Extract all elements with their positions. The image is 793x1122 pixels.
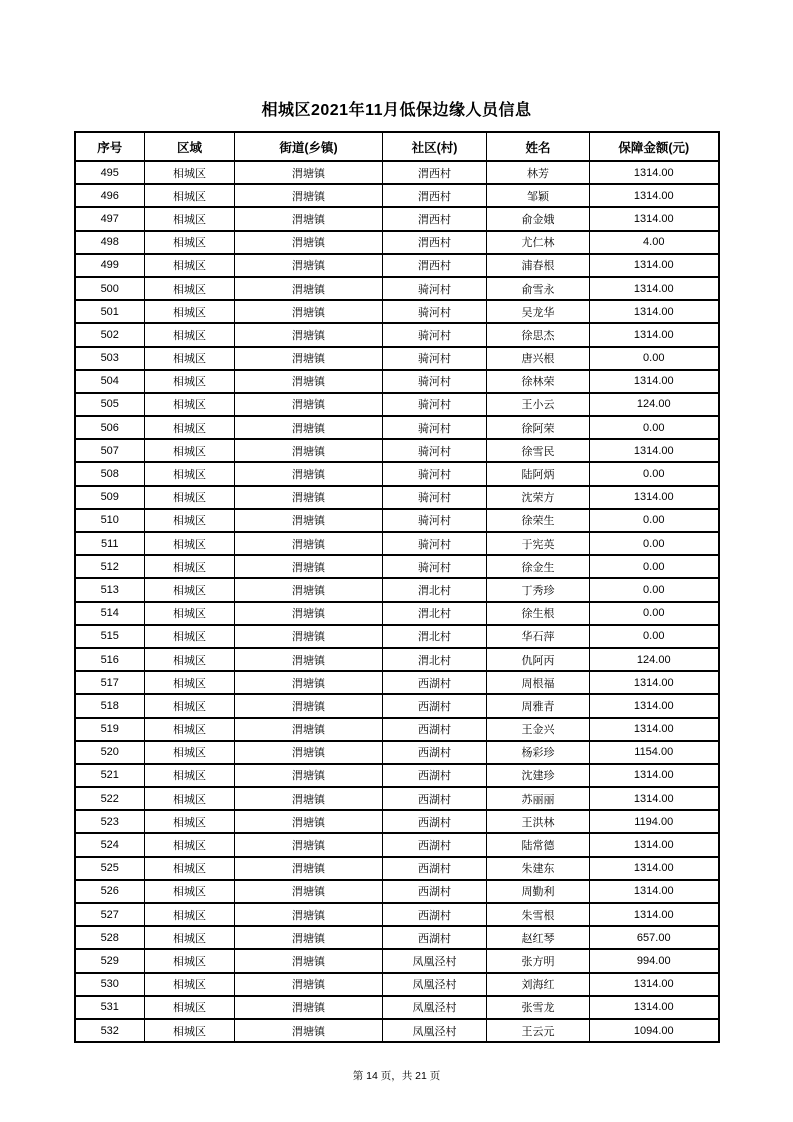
- cell-street: 渭塘镇: [235, 532, 383, 555]
- cell-street: 渭塘镇: [235, 347, 383, 370]
- cell-amount: 1314.00: [590, 694, 719, 717]
- cell-name: 尤仁林: [487, 231, 590, 254]
- cell-serial: 498: [75, 231, 145, 254]
- cell-community: 凤凰泾村: [383, 949, 487, 972]
- cell-serial: 514: [75, 602, 145, 625]
- cell-street: 渭塘镇: [235, 439, 383, 462]
- table-row: [75, 602, 719, 625]
- cell-serial: 500: [75, 277, 145, 300]
- cell-name: 刘海红: [487, 973, 590, 996]
- table-row: [75, 207, 719, 230]
- cell-amount: 1314.00: [590, 973, 719, 996]
- cell-street: 渭塘镇: [235, 462, 383, 485]
- cell-region: 相城区: [145, 671, 235, 694]
- cell-community: 西湖村: [383, 741, 487, 764]
- cell-region: 相城区: [145, 323, 235, 346]
- cell-amount: 0.00: [590, 532, 719, 555]
- cell-region: 相城区: [145, 231, 235, 254]
- cell-name: 沈荣方: [487, 486, 590, 509]
- cell-name: 朱建东: [487, 857, 590, 880]
- cell-name: 邹颖: [487, 184, 590, 207]
- cell-region: 相城区: [145, 880, 235, 903]
- cell-amount: 1314.00: [590, 903, 719, 926]
- cell-amount: 1314.00: [590, 370, 719, 393]
- table-row: [75, 509, 719, 532]
- cell-serial: 510: [75, 509, 145, 532]
- cell-amount: 0.00: [590, 602, 719, 625]
- col-header-street: 街道(乡镇): [235, 132, 383, 161]
- cell-region: 相城区: [145, 555, 235, 578]
- cell-community: 骑河村: [383, 532, 487, 555]
- cell-serial: 520: [75, 741, 145, 764]
- cell-serial: 532: [75, 1019, 145, 1042]
- cell-amount: 1314.00: [590, 996, 719, 1019]
- cell-name: 徐思杰: [487, 323, 590, 346]
- cell-name: 苏丽丽: [487, 787, 590, 810]
- col-header-serial: 序号: [75, 132, 145, 161]
- table-body: [75, 161, 719, 1042]
- col-header-region: 区域: [145, 132, 235, 161]
- cell-name: 徐生根: [487, 602, 590, 625]
- cell-street: 渭塘镇: [235, 926, 383, 949]
- cell-region: 相城区: [145, 741, 235, 764]
- cell-community: 骑河村: [383, 486, 487, 509]
- cell-street: 渭塘镇: [235, 741, 383, 764]
- table-row: [75, 555, 719, 578]
- cell-serial: 495: [75, 161, 145, 184]
- table-row: [75, 648, 719, 671]
- cell-community: 渭西村: [383, 231, 487, 254]
- cell-serial: 521: [75, 764, 145, 787]
- cell-region: 相城区: [145, 996, 235, 1019]
- table-row: [75, 300, 719, 323]
- cell-street: 渭塘镇: [235, 880, 383, 903]
- cell-community: 西湖村: [383, 764, 487, 787]
- cell-region: 相城区: [145, 764, 235, 787]
- table-row: [75, 973, 719, 996]
- cell-name: 俞金娥: [487, 207, 590, 230]
- cell-amount: 1314.00: [590, 486, 719, 509]
- cell-community: 西湖村: [383, 926, 487, 949]
- cell-name: 王小云: [487, 393, 590, 416]
- page-title: 相城区2021年11月低保边缘人员信息: [261, 102, 532, 119]
- cell-serial: 503: [75, 347, 145, 370]
- cell-region: 相城区: [145, 370, 235, 393]
- cell-region: 相城区: [145, 787, 235, 810]
- cell-serial: 497: [75, 207, 145, 230]
- beneficiary-table: [74, 131, 720, 1043]
- cell-amount: 1154.00: [590, 741, 719, 764]
- table-row: [75, 833, 719, 856]
- cell-community: 西湖村: [383, 694, 487, 717]
- cell-name: 朱雪根: [487, 903, 590, 926]
- cell-name: 张方明: [487, 949, 590, 972]
- cell-community: 骑河村: [383, 555, 487, 578]
- cell-community: 骑河村: [383, 509, 487, 532]
- cell-region: 相城区: [145, 949, 235, 972]
- cell-street: 渭塘镇: [235, 277, 383, 300]
- cell-name: 唐兴根: [487, 347, 590, 370]
- cell-street: 渭塘镇: [235, 207, 383, 230]
- cell-community: 凤凰泾村: [383, 1019, 487, 1042]
- table-row: [75, 277, 719, 300]
- cell-serial: 499: [75, 254, 145, 277]
- cell-name: 徐林荣: [487, 370, 590, 393]
- table-row: [75, 486, 719, 509]
- cell-street: 渭塘镇: [235, 648, 383, 671]
- cell-street: 渭塘镇: [235, 787, 383, 810]
- table-row: [75, 416, 719, 439]
- cell-serial: 528: [75, 926, 145, 949]
- cell-community: 骑河村: [383, 277, 487, 300]
- cell-region: 相城区: [145, 578, 235, 601]
- table-row: [75, 625, 719, 648]
- cell-amount: 124.00: [590, 393, 719, 416]
- cell-serial: 527: [75, 903, 145, 926]
- cell-amount: 1314.00: [590, 764, 719, 787]
- cell-name: 林芳: [487, 161, 590, 184]
- cell-street: 渭塘镇: [235, 903, 383, 926]
- cell-region: 相城区: [145, 207, 235, 230]
- cell-serial: 530: [75, 973, 145, 996]
- cell-serial: 508: [75, 462, 145, 485]
- table-row: [75, 462, 719, 485]
- cell-serial: 526: [75, 880, 145, 903]
- cell-street: 渭塘镇: [235, 949, 383, 972]
- cell-amount: 1314.00: [590, 787, 719, 810]
- cell-street: 渭塘镇: [235, 231, 383, 254]
- cell-community: 渭西村: [383, 254, 487, 277]
- cell-name: 仇阿丙: [487, 648, 590, 671]
- cell-amount: 1314.00: [590, 161, 719, 184]
- cell-amount: 1314.00: [590, 184, 719, 207]
- cell-serial: 525: [75, 857, 145, 880]
- cell-amount: 1314.00: [590, 254, 719, 277]
- cell-community: 西湖村: [383, 671, 487, 694]
- table-row: [75, 323, 719, 346]
- cell-amount: 0.00: [590, 555, 719, 578]
- table-row: [75, 857, 719, 880]
- cell-name: 俞雪永: [487, 277, 590, 300]
- cell-region: 相城区: [145, 625, 235, 648]
- cell-street: 渭塘镇: [235, 509, 383, 532]
- cell-community: 西湖村: [383, 880, 487, 903]
- cell-serial: 507: [75, 439, 145, 462]
- cell-street: 渭塘镇: [235, 764, 383, 787]
- table-row: [75, 741, 719, 764]
- cell-amount: 1314.00: [590, 880, 719, 903]
- cell-street: 渭塘镇: [235, 973, 383, 996]
- cell-region: 相城区: [145, 1019, 235, 1042]
- cell-region: 相城区: [145, 532, 235, 555]
- cell-name: 丁秀珍: [487, 578, 590, 601]
- cell-serial: 529: [75, 949, 145, 972]
- cell-name: 周勤利: [487, 880, 590, 903]
- cell-serial: 519: [75, 718, 145, 741]
- table-row: [75, 370, 719, 393]
- cell-region: 相城区: [145, 184, 235, 207]
- cell-street: 渭塘镇: [235, 1019, 383, 1042]
- cell-street: 渭塘镇: [235, 833, 383, 856]
- cell-amount: 1314.00: [590, 439, 719, 462]
- cell-region: 相城区: [145, 718, 235, 741]
- cell-name: 王洪林: [487, 810, 590, 833]
- cell-amount: 4.00: [590, 231, 719, 254]
- cell-community: 西湖村: [383, 857, 487, 880]
- cell-street: 渭塘镇: [235, 370, 383, 393]
- table-row: [75, 880, 719, 903]
- cell-region: 相城区: [145, 903, 235, 926]
- cell-region: 相城区: [145, 926, 235, 949]
- cell-region: 相城区: [145, 439, 235, 462]
- cell-community: 骑河村: [383, 462, 487, 485]
- cell-amount: 1314.00: [590, 671, 719, 694]
- cell-street: 渭塘镇: [235, 602, 383, 625]
- cell-street: 渭塘镇: [235, 996, 383, 1019]
- cell-serial: 504: [75, 370, 145, 393]
- cell-amount: 1314.00: [590, 277, 719, 300]
- cell-street: 渭塘镇: [235, 254, 383, 277]
- cell-street: 渭塘镇: [235, 416, 383, 439]
- cell-community: 西湖村: [383, 833, 487, 856]
- cell-region: 相城区: [145, 462, 235, 485]
- page-number: 第 14 页，共 21 页: [352, 1070, 441, 1083]
- cell-region: 相城区: [145, 161, 235, 184]
- cell-serial: 516: [75, 648, 145, 671]
- cell-community: 西湖村: [383, 810, 487, 833]
- table-row: [75, 671, 719, 694]
- table-row: [75, 903, 719, 926]
- table-row: [75, 810, 719, 833]
- cell-street: 渭塘镇: [235, 555, 383, 578]
- table-row: [75, 532, 719, 555]
- table-row: [75, 254, 719, 277]
- cell-community: 渭北村: [383, 625, 487, 648]
- cell-region: 相城区: [145, 694, 235, 717]
- cell-serial: 524: [75, 833, 145, 856]
- cell-street: 渭塘镇: [235, 857, 383, 880]
- cell-street: 渭塘镇: [235, 300, 383, 323]
- col-header-amount: 保障金额(元): [590, 132, 719, 161]
- cell-serial: 522: [75, 787, 145, 810]
- cell-community: 渭北村: [383, 602, 487, 625]
- cell-serial: 517: [75, 671, 145, 694]
- table-row: [75, 1019, 719, 1042]
- col-header-name: 姓名: [487, 132, 590, 161]
- cell-serial: 523: [75, 810, 145, 833]
- cell-name: 沈建珍: [487, 764, 590, 787]
- col-header-community: 社区(村): [383, 132, 487, 161]
- cell-community: 骑河村: [383, 300, 487, 323]
- cell-name: 徐雪民: [487, 439, 590, 462]
- cell-community: 西湖村: [383, 903, 487, 926]
- table-row: [75, 439, 719, 462]
- cell-region: 相城区: [145, 509, 235, 532]
- cell-amount: 1314.00: [590, 718, 719, 741]
- cell-community: 骑河村: [383, 393, 487, 416]
- cell-amount: 1314.00: [590, 300, 719, 323]
- cell-name: 陆阿炳: [487, 462, 590, 485]
- cell-serial: 509: [75, 486, 145, 509]
- cell-region: 相城区: [145, 810, 235, 833]
- cell-community: 渭西村: [383, 184, 487, 207]
- cell-name: 华石萍: [487, 625, 590, 648]
- cell-amount: 657.00: [590, 926, 719, 949]
- cell-community: 渭西村: [383, 207, 487, 230]
- cell-serial: 505: [75, 393, 145, 416]
- cell-region: 相城区: [145, 277, 235, 300]
- cell-name: 吴龙华: [487, 300, 590, 323]
- cell-serial: 513: [75, 578, 145, 601]
- cell-amount: 1094.00: [590, 1019, 719, 1042]
- cell-region: 相城区: [145, 254, 235, 277]
- cell-community: 西湖村: [383, 787, 487, 810]
- cell-street: 渭塘镇: [235, 323, 383, 346]
- cell-serial: 496: [75, 184, 145, 207]
- cell-name: 徐阿荣: [487, 416, 590, 439]
- cell-region: 相城区: [145, 602, 235, 625]
- cell-amount: 124.00: [590, 648, 719, 671]
- cell-street: 渭塘镇: [235, 161, 383, 184]
- table-row: [75, 926, 719, 949]
- cell-name: 王金兴: [487, 718, 590, 741]
- table-row: [75, 347, 719, 370]
- cell-name: 杨彩珍: [487, 741, 590, 764]
- cell-serial: 518: [75, 694, 145, 717]
- table-row: [75, 184, 719, 207]
- cell-name: 周雅青: [487, 694, 590, 717]
- cell-serial: 501: [75, 300, 145, 323]
- cell-community: 渭北村: [383, 648, 487, 671]
- table-row: [75, 764, 719, 787]
- cell-region: 相城区: [145, 857, 235, 880]
- cell-amount: 1194.00: [590, 810, 719, 833]
- cell-name: 周根福: [487, 671, 590, 694]
- cell-name: 赵红琴: [487, 926, 590, 949]
- cell-region: 相城区: [145, 973, 235, 996]
- cell-street: 渭塘镇: [235, 718, 383, 741]
- cell-street: 渭塘镇: [235, 694, 383, 717]
- cell-community: 骑河村: [383, 416, 487, 439]
- cell-name: 于宪英: [487, 532, 590, 555]
- cell-region: 相城区: [145, 347, 235, 370]
- cell-street: 渭塘镇: [235, 810, 383, 833]
- cell-region: 相城区: [145, 648, 235, 671]
- cell-serial: 506: [75, 416, 145, 439]
- cell-street: 渭塘镇: [235, 671, 383, 694]
- table-row: [75, 393, 719, 416]
- cell-amount: 0.00: [590, 578, 719, 601]
- cell-community: 西湖村: [383, 718, 487, 741]
- cell-serial: 502: [75, 323, 145, 346]
- cell-region: 相城区: [145, 833, 235, 856]
- cell-name: 徐金生: [487, 555, 590, 578]
- cell-amount: 1314.00: [590, 857, 719, 880]
- cell-name: 王云元: [487, 1019, 590, 1042]
- cell-street: 渭塘镇: [235, 578, 383, 601]
- cell-name: 陆常德: [487, 833, 590, 856]
- cell-region: 相城区: [145, 486, 235, 509]
- table-row: [75, 949, 719, 972]
- cell-community: 骑河村: [383, 323, 487, 346]
- cell-serial: 511: [75, 532, 145, 555]
- cell-region: 相城区: [145, 393, 235, 416]
- cell-serial: 531: [75, 996, 145, 1019]
- cell-amount: 0.00: [590, 509, 719, 532]
- table-row: [75, 694, 719, 717]
- cell-street: 渭塘镇: [235, 393, 383, 416]
- cell-community: 凤凰泾村: [383, 996, 487, 1019]
- table-row: [75, 718, 719, 741]
- cell-name: 浦春根: [487, 254, 590, 277]
- cell-amount: 0.00: [590, 416, 719, 439]
- cell-serial: 515: [75, 625, 145, 648]
- table-row: [75, 161, 719, 184]
- cell-amount: 1314.00: [590, 207, 719, 230]
- table-row: [75, 231, 719, 254]
- cell-amount: 0.00: [590, 462, 719, 485]
- cell-community: 骑河村: [383, 370, 487, 393]
- table-row: [75, 578, 719, 601]
- cell-community: 骑河村: [383, 439, 487, 462]
- cell-street: 渭塘镇: [235, 184, 383, 207]
- cell-street: 渭塘镇: [235, 625, 383, 648]
- cell-community: 渭北村: [383, 578, 487, 601]
- cell-amount: 0.00: [590, 625, 719, 648]
- cell-community: 渭西村: [383, 161, 487, 184]
- cell-name: 张雪龙: [487, 996, 590, 1019]
- cell-serial: 512: [75, 555, 145, 578]
- cell-amount: 1314.00: [590, 833, 719, 856]
- cell-community: 骑河村: [383, 347, 487, 370]
- table-row: [75, 996, 719, 1019]
- header-row: [75, 132, 719, 161]
- cell-street: 渭塘镇: [235, 486, 383, 509]
- cell-name: 徐荣生: [487, 509, 590, 532]
- cell-amount: 994.00: [590, 949, 719, 972]
- cell-region: 相城区: [145, 300, 235, 323]
- cell-region: 相城区: [145, 416, 235, 439]
- table-row: [75, 787, 719, 810]
- cell-amount: 1314.00: [590, 323, 719, 346]
- cell-community: 凤凰泾村: [383, 973, 487, 996]
- cell-amount: 0.00: [590, 347, 719, 370]
